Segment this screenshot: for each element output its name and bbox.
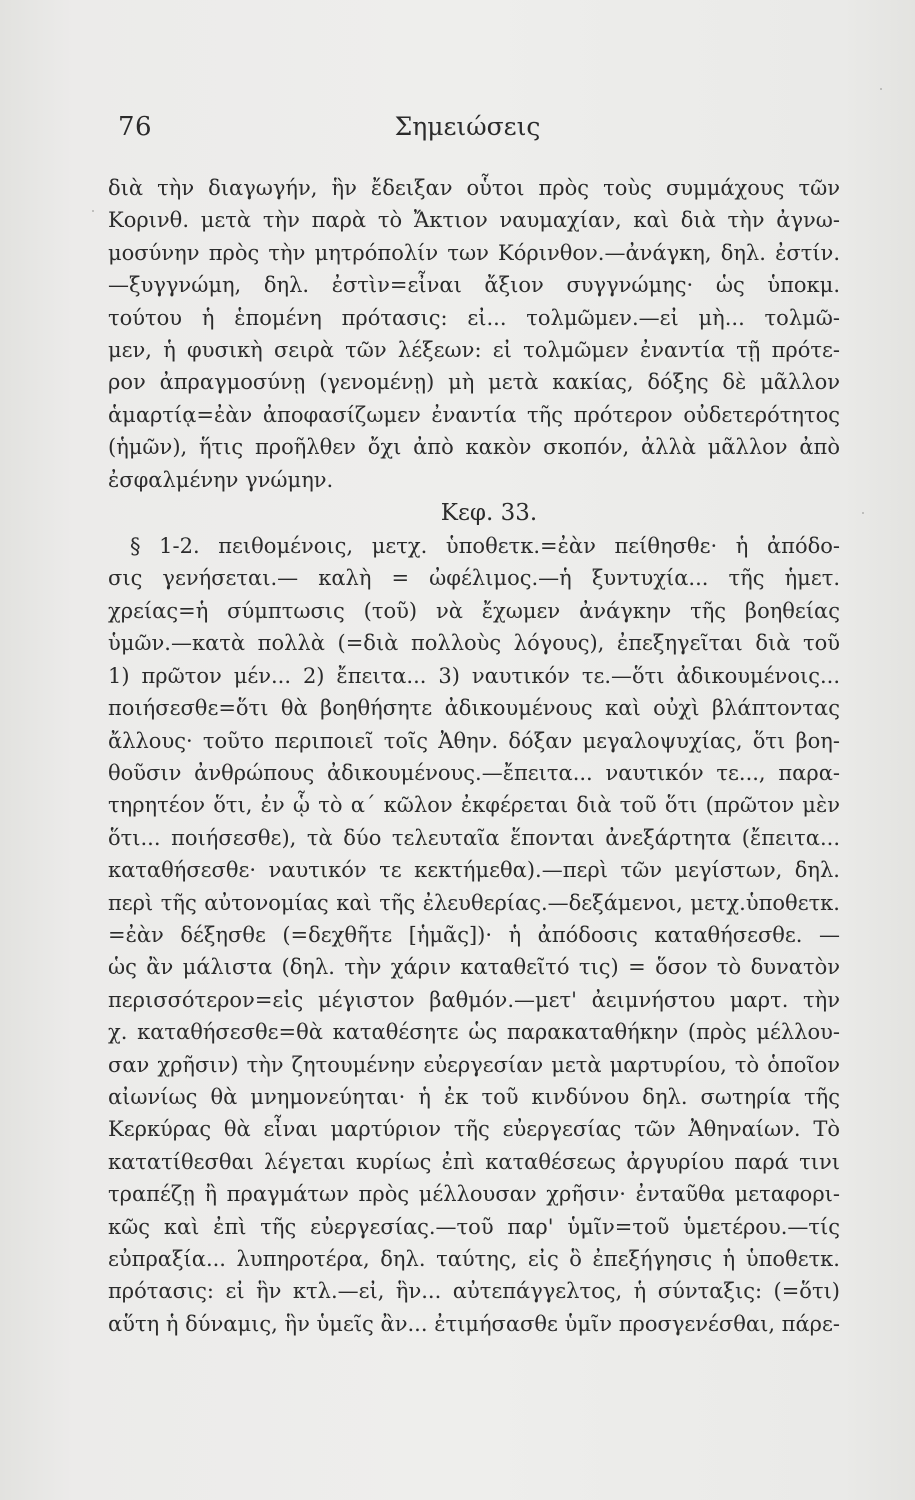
running-head-title: Σημειώσεις xyxy=(394,112,541,141)
text-line: ὅτι... ποιήσεσθε), τὰ δύο τελευταῖα ἕπονται ἀνεξάρτητα (ἔπειτα... xyxy=(108,825,840,850)
text-line: Κορινθ. μετὰ τὴν παρὰ τὸ Ἄκτιον ναυμαχίαν, καὶ διὰ τὴν ἀγνω- xyxy=(108,208,840,233)
text-line: τηρητέον ὅτι, ἐν ᾧ τὸ α΄ κῶλον ἐκφέρεται διὰ τοῦ ὅτι (πρῶτον μὲν xyxy=(108,793,840,818)
text-line: θοῦσιν ἀνθρώπους ἀδικουμένους.—ἔπειτα... ναυτικόν τε..., παρα- xyxy=(108,760,840,785)
paragraph-notes-chapter-33 xyxy=(108,530,840,1340)
text-line: τούτου ἡ ἑπομένη πρότασις: εἰ... τολμῶμεν.—εἰ μὴ... τολμῶ- xyxy=(108,305,840,330)
text-line: κῶς καὶ ἐπὶ τῆς εὐεργεσίας.—τοῦ παρ' ὑμῖν=τοῦ ὑμετέρου.—τίς xyxy=(108,1214,840,1239)
chapter-heading: Κεφ. 33. xyxy=(440,500,538,527)
text-line: περισσότερον=εἰς μέγιστον βαθμόν.—μετ' ἀειμνήστου μαρτ. τὴν xyxy=(108,987,840,1012)
page-body xyxy=(108,172,840,1340)
text-line: Κερκύρας θὰ εἶναι μαρτύριον τῆς εὐεργεσίας τῶν Ἀθηναίων. Τὸ xyxy=(108,1117,840,1142)
text-line: αἰωνίως θὰ μνημονεύηται· ἡ ἐκ τοῦ κινδύνου δηλ. σωτηρία τῆς xyxy=(108,1084,840,1109)
text-line: ἐσφαλμένην γνώμην. xyxy=(108,467,334,492)
text-line: σις γενήσεται.— καλὴ = ὠφέλιμος.—ἡ ξυντυχία... τῆς ἡμετ. xyxy=(108,566,840,591)
text-line: μοσύνην πρὸς τὴν μητρόπολίν των Κόρινθον.—ἀνάγκη, δηλ. ἐστίν. xyxy=(108,240,840,265)
text-line: πρότασις: εἰ ἣν κτλ.—εἰ, ἣν... αὐτεπάγγελτος, ἡ σύνταξις: (=ὅτι) xyxy=(108,1279,840,1304)
text-line: ποιήσεσθε=ὅτι θὰ βοηθήσητε ἀδικουμένους καὶ οὐχὶ βλάπτοντας xyxy=(108,696,840,721)
text-line: αὕτη ἡ δύναμις, ἣν ὑμεῖς ἂν... ἐτιμήσασθε ὑμῖν προσγενέσθαι, πάρε- xyxy=(108,1311,840,1336)
paper-speck xyxy=(92,210,94,212)
text-line: χ. καταθήσεσθε=θὰ καταθέσητε ὡς παρακαταθήκην (πρὸς μέλλου- xyxy=(108,1020,840,1045)
text-line: καταθήσεσθε· ναυτικόν τε κεκτήμεθα).—περὶ τῶν μεγίστων, δηλ. xyxy=(108,858,840,883)
text-line: ρον ἀπραγμοσύνῃ (γενομένῃ) μὴ μετὰ κακίας, δόξης δὲ μᾶλλον xyxy=(108,370,840,395)
text-line: ἁμαρτίᾳ=ἐὰν ἀποφασίζωμεν ἐναντία τῆς πρότερον οὐδετερότητος xyxy=(108,402,840,427)
text-line: τραπέζῃ ἢ πραγμάτων πρὸς μέλλουσαν χρῆσιν· ἐνταῦθα μεταφορι- xyxy=(108,1182,840,1207)
text-line: 1) πρῶτον μέν... 2) ἔπειτα... 3) ναυτικόν τε.—ὅτι ἀδικουμένοις... xyxy=(108,663,840,688)
text-line: § 1-2. πειθομένοις, μετχ. ὑποθετκ.=ἐὰν πείθησθε· ἡ ἀπόδο- xyxy=(130,534,840,559)
text-line: (ἡμῶν), ἥτις προῆλθεν ὄχι ἀπὸ κακὸν σκοπόν, ἀλλὰ μᾶλλον ἀπὸ xyxy=(108,435,840,460)
paper-speck xyxy=(862,512,864,514)
paper-speck xyxy=(880,88,882,90)
text-line: ὑμῶν.—κατὰ πολλὰ (=διὰ πολλοὺς λόγους), ἐπεξηγεῖται διὰ τοῦ xyxy=(108,631,840,656)
text-line: περὶ τῆς αὐτονομίας καὶ τῆς ἐλευθερίας.—δεξάμενοι, μετχ.ὑποθετκ. xyxy=(108,890,840,915)
text-line: χρείας=ἡ σύμπτωσις (τοῦ) νὰ ἔχωμεν ἀνάγκην τῆς βοηθείας xyxy=(108,598,840,623)
text-line: =ἐὰν δέξησθε (=δεχθῆτε [ἡμᾶς])· ἡ ἀπόδοσις καταθήσεσθε. — xyxy=(108,922,840,947)
text-line: εὐπραξία... λυπηροτέρα, δηλ. ταύτης, εἰς ὃ ἐπεξήγησις ἡ ὑποθετκ. xyxy=(108,1247,840,1271)
page-number: 76 xyxy=(118,112,153,142)
paragraph-notes-previous-chapter xyxy=(108,172,840,496)
text-line: διὰ τὴν διαγωγήν, ἣν ἔδειξαν οὗτοι πρὸς τοὺς συμμάχους τῶν xyxy=(108,176,840,200)
text-line: ὡς ἂν μάλιστα (δηλ. τὴν χάριν καταθεῖτό τις) = ὅσον τὸ δυνατὸν xyxy=(108,955,840,980)
text-line: —ξυγγνώμη, δηλ. ἐστὶν=εἶναι ἄξιον συγγνώμης· ὡς ὑποκμ. xyxy=(108,273,840,298)
text-line: ἄλλους· τοῦτο περιποιεῖ τοῖς Ἀθην. δόξαν μεγαλοψυχίας, ὅτι βοη- xyxy=(108,728,840,753)
text-line: μεν, ἡ φυσικὴ σειρὰ τῶν λέξεων: εἰ τολμῶμεν ἐναντία τῇ πρότε- xyxy=(108,338,840,363)
text-line: σαν χρῆσιν) τὴν ζητουμένην εὐεργεσίαν μετὰ μαρτυρίου, τὸ ὁποῖον xyxy=(108,1052,840,1077)
text-line: κατατίθεσθαι λέγεται κυρίως ἐπὶ καταθέσεως ἀργυρίου παρά τινι xyxy=(108,1149,840,1174)
